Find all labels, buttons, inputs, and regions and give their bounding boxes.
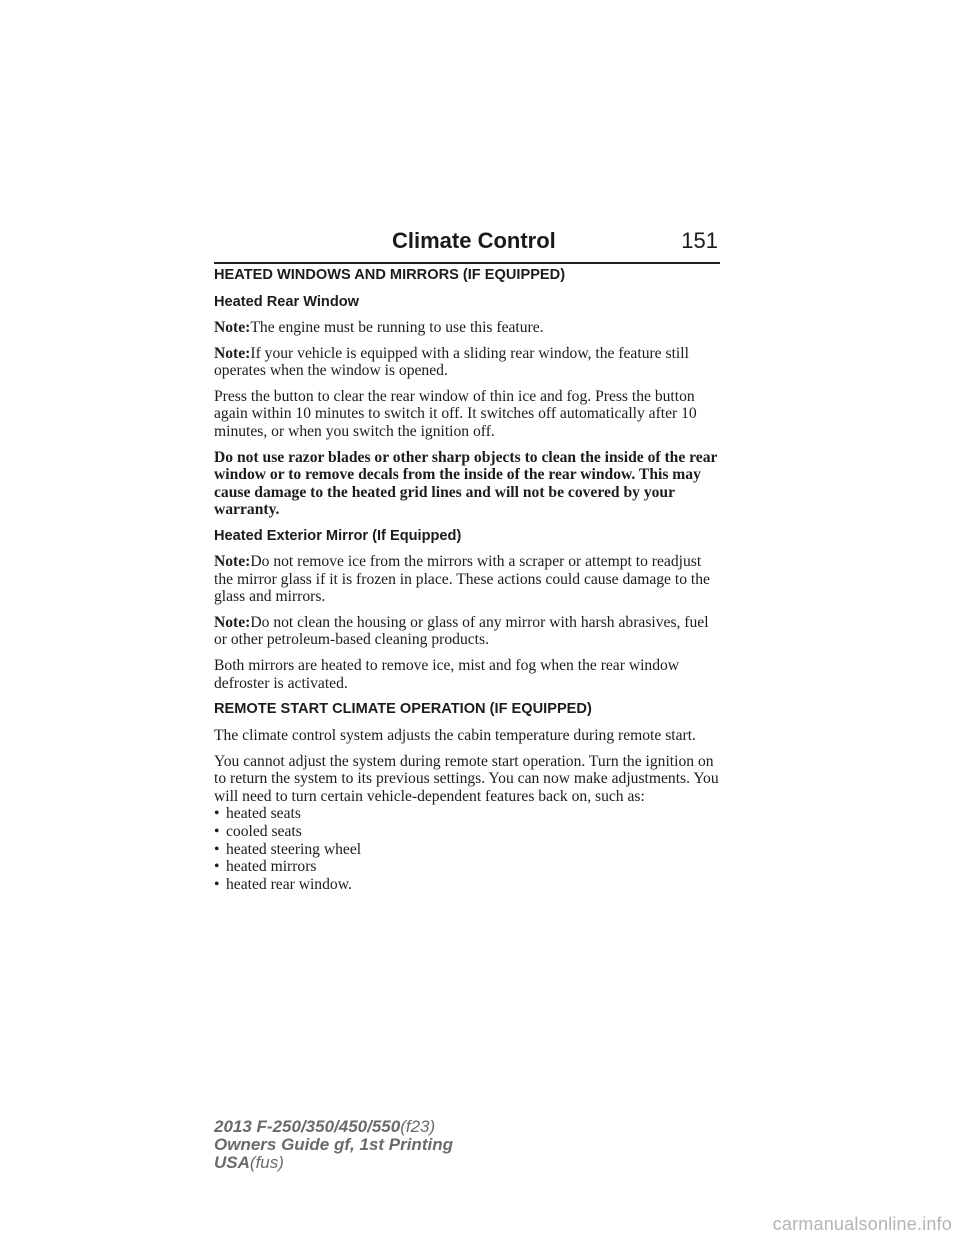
footer-line-model xyxy=(214,1118,453,1136)
heading-heated-windows: HEATED WINDOWS AND MIRRORS (IF EQUIPPED) xyxy=(214,267,566,283)
note-text: If your vehicle is equipped with a sliding rear window, the feature still operates when the window is opened. xyxy=(214,344,689,380)
page-number: 151 xyxy=(681,228,718,253)
list-item-text: heated steering wheel xyxy=(226,840,362,858)
note-text: Do not remove ice from the mirrors with a scraper or attempt to readjust the mirror glass if it is frozen in place. These actions could cause damage to the glass and mirrors. xyxy=(214,552,710,606)
page-header xyxy=(214,226,720,264)
note-label: Note: xyxy=(214,319,251,336)
list-item xyxy=(214,823,724,841)
list-item-text: heated rear window. xyxy=(226,875,352,893)
note-text: The engine must be running to use this feature. xyxy=(250,319,544,336)
bullet-icon: • xyxy=(214,858,220,876)
footer-line-guide: Owners Guide gf, 1st Printing xyxy=(214,1135,453,1154)
list-item xyxy=(214,805,724,823)
footer-region-code: (fus) xyxy=(249,1153,284,1172)
paragraph-cannot-adjust: You cannot adjust the system during remote start operation. Turn the ignition on to return the system to its previous settings. You can now make adjustments. You will need to turn certain vehicle-dependent features back on, such as: xyxy=(214,752,719,805)
document-footer xyxy=(214,1118,453,1172)
watermark: carmanualsonline.info xyxy=(772,1214,952,1234)
bullet-icon: • xyxy=(214,840,220,858)
bullet-icon: • xyxy=(214,805,220,823)
footer-region: USA xyxy=(214,1153,250,1172)
note-engine-running xyxy=(214,319,724,337)
heading-remote-start: REMOTE START CLIMATE OPERATION (IF EQUIPPED) xyxy=(214,701,592,718)
note-label: Note: xyxy=(214,552,251,570)
note-text: Do not clean the housing or glass of any mirror with harsh abrasives, fuel or other petroleum-based cleaning products. xyxy=(214,613,709,649)
footer-line-region xyxy=(214,1154,453,1172)
warning-razor-blades: Do not use razor blades or other sharp objects to clean the inside of the rear window or to remove decals from the inside of the rear window. This may cause damage to the heated grid lines and will not be covered by your warranty. xyxy=(214,448,718,519)
note-label: Note: xyxy=(214,613,251,631)
list-item-text: heated mirrors xyxy=(226,858,317,876)
footer-model-code: (f23) xyxy=(400,1117,436,1136)
feature-list xyxy=(214,805,724,893)
note-cleaning xyxy=(214,614,724,649)
list-item xyxy=(214,858,724,876)
footer-model: 2013 F-250/350/450/550 xyxy=(214,1117,401,1136)
subheading-heated-mirror: Heated Exterior Mirror (If Equipped) xyxy=(214,527,462,544)
bullet-icon: • xyxy=(214,823,220,841)
list-item-text: heated seats xyxy=(226,805,301,823)
section-title: Climate Control xyxy=(392,228,556,253)
paragraph-press-button: Press the button to clear the rear window of thin ice and fog. Press the button again within 10 minutes to switch it off. It switches off automatically after 10 minutes, or when you switch the ignition off. xyxy=(214,387,697,440)
note-remove-ice xyxy=(214,553,724,606)
subheading-heated-rear-window: Heated Rear Window xyxy=(214,294,360,310)
note-sliding-window xyxy=(214,345,724,380)
paragraph-mirrors-heated: Both mirrors are heated to remove ice, mist and fog when the rear window defroster is activated. xyxy=(214,656,680,692)
paragraph-remote-adjusts: The climate control system adjusts the cabin temperature during remote start. xyxy=(214,727,696,745)
list-item-text: cooled seats xyxy=(226,823,302,841)
bullet-icon: • xyxy=(214,875,220,893)
list-item xyxy=(214,841,724,859)
page-content xyxy=(214,266,724,893)
note-label: Note: xyxy=(214,344,251,362)
list-item xyxy=(214,876,724,894)
